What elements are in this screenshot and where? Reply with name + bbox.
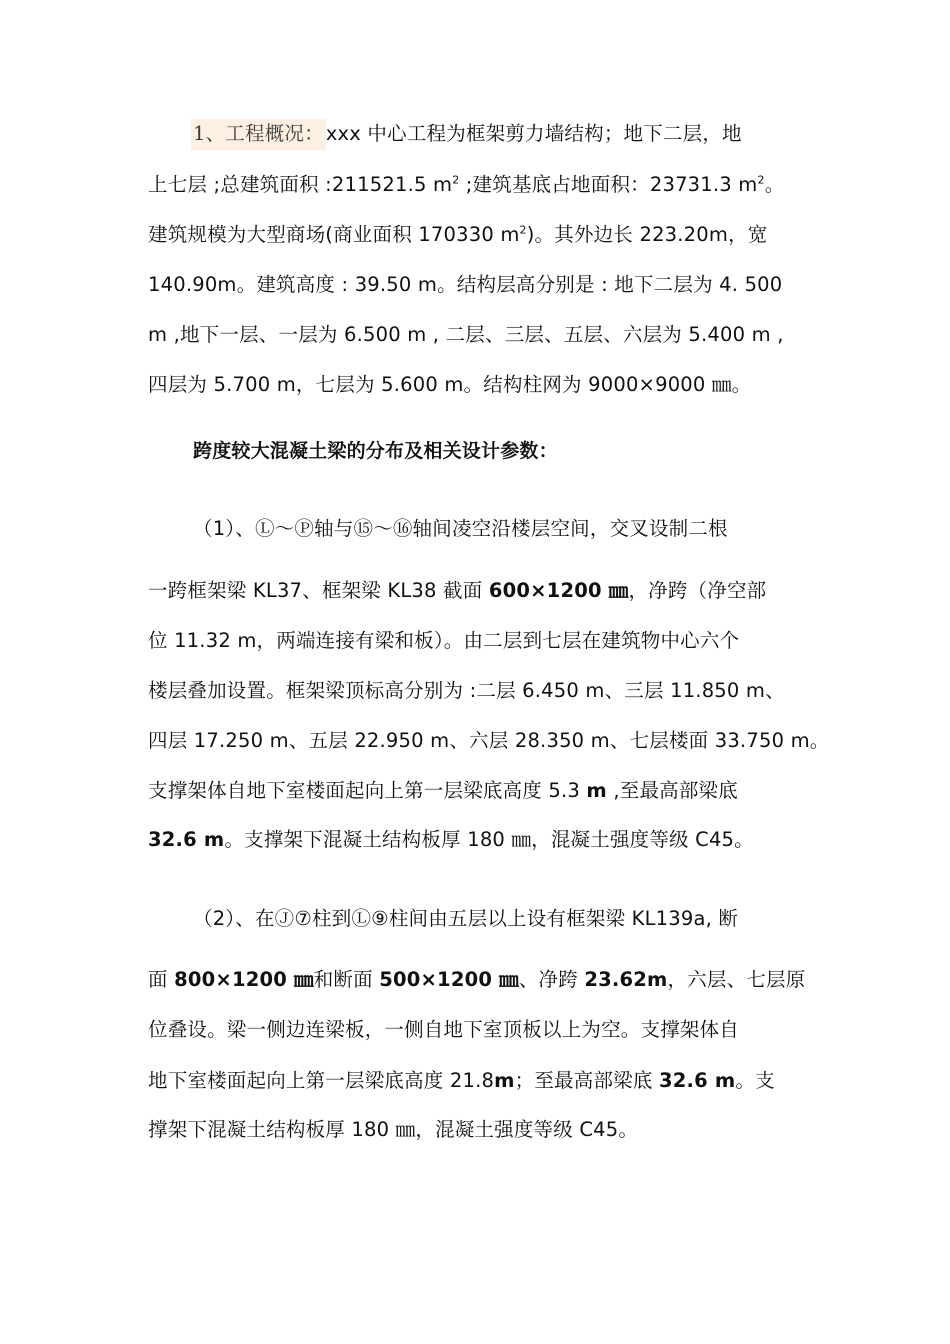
item1-text: 。支撑架下混凝土结构板厚 180 ㎜，混凝土强度等级 C45。 <box>224 828 754 851</box>
overview-text: ;建筑基底占地面积：23731.3 m <box>459 173 758 196</box>
overview-line-6: 四层为 5.700 m，七层为 5.600 m。结构柱网为 9000×9000 ㎜。 <box>148 373 752 396</box>
item1-line-7 <box>148 827 828 853</box>
item2-text: ，六层、七层原 <box>667 968 806 991</box>
section-heading: 跨度较大混凝土梁的分布及相关设计参数： <box>193 440 558 462</box>
item2-text: 和断面 <box>313 968 380 991</box>
overview-text: )。其外边长 223.20m，宽 <box>526 223 768 246</box>
item1-line-3: 位 11.32 m，两端连接有梁和板）。由二层到七层在建筑物中心六个 <box>148 629 740 652</box>
item1-line-5: 四层 17.250 m、五层 22.950 m、六层 28.350 m、七层楼面 33.750 m。 <box>148 729 830 752</box>
item2-line-4 <box>148 1068 828 1094</box>
overview-text: xxx 中心工程为框架剪力墙结构；地下二层，地 <box>325 122 742 145</box>
item2-line-2 <box>148 967 828 993</box>
item2-text: 面 <box>148 968 175 991</box>
item2-line-3: 位叠设。梁一侧边连梁板，一侧自地下室顶板以上为空。支撑架体自 <box>148 1018 740 1041</box>
overview-text: 。 <box>764 173 785 196</box>
item2-line-5: 撑架下混凝土结构板厚 180 ㎜，混凝土强度等级 C45。 <box>148 1118 639 1141</box>
item2-text: 地下室楼面起向上第一层梁底高度 21.8 <box>148 1069 495 1092</box>
item1-line-4: 楼层叠加设置。框架梁顶标高分别为 :二层 6.450 m、三层 11.850 m、 <box>148 679 785 702</box>
overview-text: 上七层 ;总建筑面积 :211521.5 m <box>148 173 453 196</box>
item2-text: ；至最高部梁底 <box>514 1069 659 1092</box>
superscript: 2 <box>757 173 765 187</box>
item2-clear-span: 23.62m <box>584 968 668 991</box>
item2-text: 、净跨 <box>518 968 585 991</box>
overview-line-3 <box>148 222 828 248</box>
item2-unit: m <box>494 1069 515 1092</box>
superscript: 2 <box>452 173 460 187</box>
item2-section-size-1: 800×1200 ㎜ <box>174 968 314 991</box>
overview-line-4: 140.90m。建筑高度 : 39.50 m。结构层高分别是 : 地下二层为 4. 500 <box>148 273 783 296</box>
item1-unit: m <box>586 779 607 802</box>
item1-text: 支撑架体自地下室楼面起向上第一层梁底高度 5.3 <box>148 779 587 802</box>
item1-text: ，净跨（净空部 <box>628 579 767 602</box>
item1-line-2 <box>148 578 828 604</box>
overview-line-5: m ,地下一层、一层为 6.500 m , 二层、三层、五层、六层为 5.400 m , <box>148 323 784 346</box>
item1-line-6 <box>148 778 828 804</box>
item2-section-size-2: 500×1200 ㎜ <box>379 968 519 991</box>
overview-label: 1、工程概况： <box>191 119 326 150</box>
item1-text: 一跨框架梁 KL37、框架梁 KL38 截面 <box>148 579 489 602</box>
item1-max-height: 32.6 m <box>148 828 225 851</box>
overview-text: 建筑规模为大型商场(商业面积 170330 m <box>148 223 520 246</box>
overview-line-2 <box>148 172 828 198</box>
item1-text: ,至最高部梁底 <box>606 779 738 802</box>
item2-text: 。支 <box>735 1069 775 1092</box>
superscript: 2 <box>519 223 527 237</box>
item2-max-height: 32.6 m <box>658 1069 736 1092</box>
overview-line-1 <box>193 121 873 147</box>
item1-section-size: 600×1200 ㎜ <box>488 579 629 602</box>
item1-line-1: （1）、Ⓛ～Ⓟ轴与⑮～⑯轴间凌空沿楼层空间，交叉设制二根 <box>193 517 728 540</box>
item2-line-1: （2）、在Ⓙ⑦柱到Ⓛ⑨柱间由五层以上设有框架梁 KL139a, 断 <box>193 907 739 930</box>
